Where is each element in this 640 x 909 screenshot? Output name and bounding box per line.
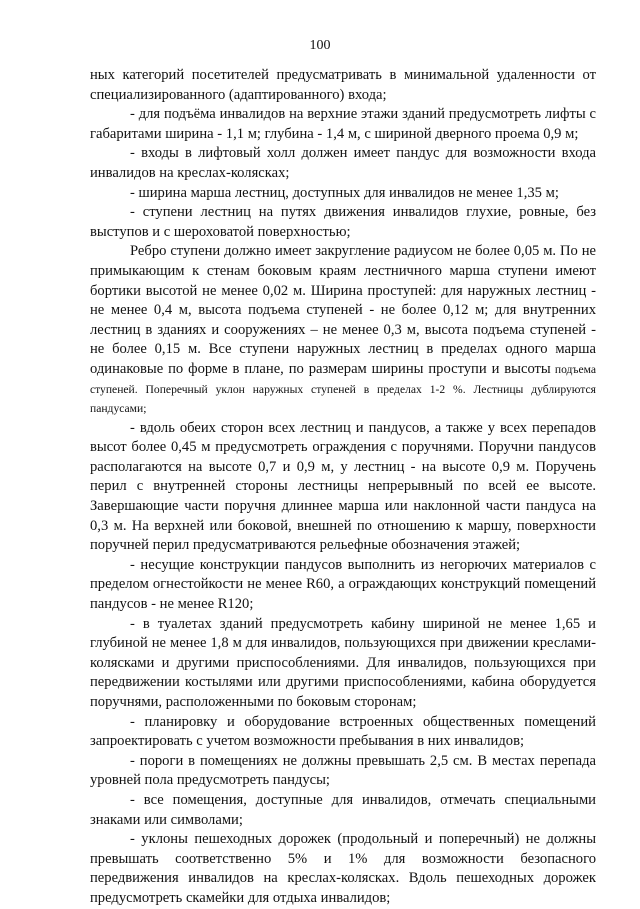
paragraph [90,242,596,418]
paragraph: - ступени лестниц на путях движения инвалидов глухие, ровные, без выступов и с шероховатой поверхностью; [90,204,596,240]
paragraph: ных категорий посетителей предусматривать в минимальной удаленности от специализированного (адаптированного) входа; [90,67,596,103]
paragraph: - все помещения, доступные для инвалидов, отмечать специальными знаками или символами; [90,791,596,828]
paragraph-main-text: Ребро ступени должно имеет закругление радиусом не более 0,05 м. По не примыкающим к стенам боковым краям лестничного марша ступени имеют бортики высотой не менее 0,02 м. Ширина проступей: для наружных лестниц - не менее 0,4 м, высота подъема ступеней - не более 0,12 м; для внутренних лестниц в зданиях и сооружениях – не менее 0,3 м, высота подъема ступеней - не более 0,15 м. Все ступени наружных лестниц в пределах одного марша одинаковые по форме в плане, по размерам ширины проступи и высоты [90,243,596,377]
paragraph: - уклоны пешеходных дорожек (продольный и поперечный) не должны превышать соответственно 5% и 1% для возможности безопасного передвижения инвалидов на креслах-колясках. Вдоль пешеходных дорожек предусмотреть скамейки для отдыха инвалидов; [90,831,596,906]
paragraph-small-text: подъема ступеней. Поперечный уклон наружных ступеней в пределах 1-2 %. Лестницы дублируются пандусами; [90,362,597,416]
paragraph: - для подъёма инвалидов на верхние этажи зданий предусмотреть лифты с габаритами ширина - 1,1 м; глубина - 1,4 м, с шириной дверного проема 0,9 м; [90,106,596,142]
document-body [90,66,596,909]
paragraph: - в туалетах зданий предусмотреть кабину шириной не менее 1,65 и глубиной не менее 1,8 м для инвалидов, пользующихся при движении креслами-колясками и другими приспособлениями. Для инвалидов, пользующихся при передвижении костылями или другими приспособлениями, кабина оборудуется поручнями, расположенными по боковым сторонам; [90,615,596,710]
paragraph: - несущие конструкции пандусов выполнить из негорючих материалов с пределом огнестойкости не менее R60, а ограждающих конструкций помещений пандусов - не менее R120; [90,556,596,613]
paragraph: - вдоль обеих сторон всех лестниц и пандусов, а также у всех перепадов высот более 0,45 м предусмотреть ограждения с поручнями. Поручни пандусов располагаются на высоте 0,7 и 0,9 м, у лестниц - на высоте 0,9 м. Поручень перил с внутренней стороны лестницы непрерывный по всей ее высоте. Завершающие части поручня длиннее марша или наклонной части пандуса на 0,3 м. На верхней или боковой, внешней по отношению к маршу, поверхности поручней перил предусматриваются рельефные обозначения этажей; [90,419,596,554]
page-number: 100 [309,38,331,53]
paragraph: - ширина марша лестниц, доступных для инвалидов не менее 1,35 м; [130,184,559,201]
paragraph: - планировку и оборудование встроенных общественных помещений запроектировать с учетом возможности пребывания в них инвалидов; [90,713,596,750]
paragraph: - входы в лифтовый холл должен имеет пандус для возможности входа инвалидов на креслах-колясках; [90,145,596,181]
paragraph: - пороги в помещениях не должны превышать 2,5 см. В местах перепада уровней пола предусмотреть пандусы; [90,752,596,789]
